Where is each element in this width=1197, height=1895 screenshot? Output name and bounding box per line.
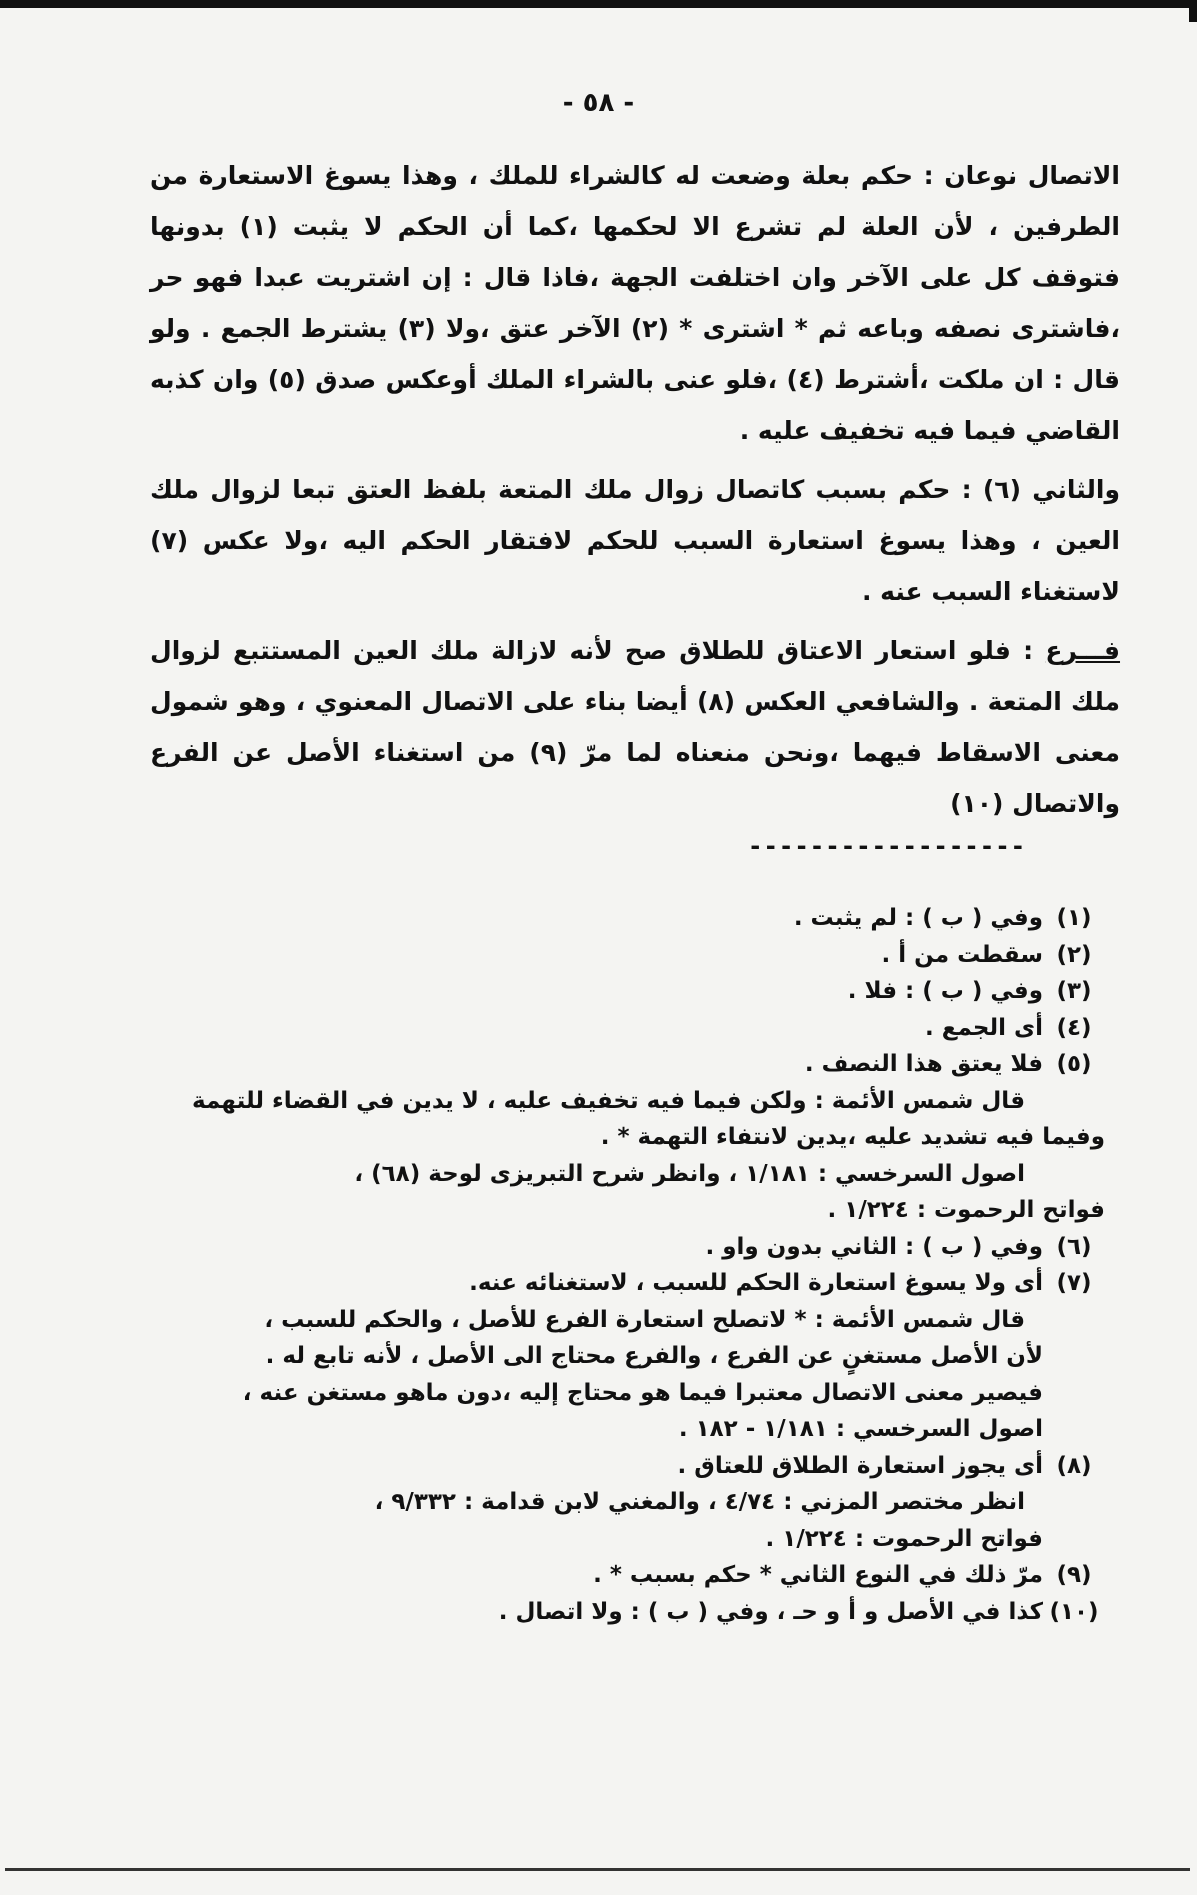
footnote-number: (٤)	[1056, 1014, 1092, 1041]
branch-paragraph	[150, 625, 1120, 829]
scan-edge-corner	[1189, 0, 1197, 22]
main-text	[150, 150, 1120, 837]
quote-line: قال شمس الأئمة : * لاتصلح استعارة الفرع للأصل ، والحكم للسبب ،	[264, 1306, 1025, 1333]
branch-text: فلو استعار الاعتاق للطلاق صح لأنه لازالة ملك العين المستتبع لزوال ملك المتعة . والشافعي العكس (٨) أيضا بناء على الاتصال المعنوي ، وهو شمول معنى الاسقاط فيهما ،ونحن منعناه لما مرّ (٩) من استغناء الأصل عن الفرع والاتصال (١٠)	[150, 636, 1120, 818]
reference-line: اصول السرخسي : ١/١٨١ - ١٨٢ .	[678, 1416, 1043, 1442]
footnote-1	[145, 900, 1105, 937]
footnote-separator: ------------------	[748, 832, 1027, 860]
footnote-4	[145, 1010, 1105, 1047]
footnote-text: أى يجوز استعارة الطلاق للعتاق .	[677, 1452, 1043, 1479]
footnote-8-ref-cont	[145, 1521, 1105, 1558]
footnote-number: (٥)	[1056, 1051, 1092, 1077]
quote-line: قال شمس الأئمة : ولكن فيما فيه تخفيف عليه ، لا يدين في القضاء للتهمة	[192, 1087, 1025, 1114]
reference-line: اصول السرخسي : ١/١٨١ ، وانظر شرح التبريزى لوحة (٦٨) ،	[354, 1160, 1025, 1187]
footnote-8	[145, 1448, 1105, 1485]
branch-label: فـــرع	[1045, 636, 1121, 665]
footnote-text: أى ولا يسوغ استعارة الحكم للسبب ، لاستغنائه عنه.	[469, 1270, 1043, 1296]
footnote-number: (١٠)	[1049, 1598, 1099, 1625]
footnote-text: سقطت من أ .	[881, 941, 1043, 968]
footnote-text: أى الجمع .	[925, 1014, 1043, 1041]
footnote-number: (٦)	[1056, 1233, 1092, 1260]
footnote-number: (٣)	[1056, 978, 1092, 1004]
branch-colon: :	[1010, 636, 1046, 665]
footnote-text: فلا يعتق هذا النصف .	[804, 1051, 1043, 1077]
footnote-number: (٢)	[1056, 941, 1092, 968]
paragraph-1: الاتصال نوعان : حكم بعلة وضعت له كالشراء للملك ، وهذا يسوغ الاستعارة من الطرفين ، لأن العلة لم تشرع الا لحكمها ،كما أن الحكم لا يثبت (١) بدونها فتوقف كل على الآخر وان اختلفت الجهة ،فاذا قال : إن اشتريت عبدا فهو حر ،فاشترى نصفه وباعه ثم * اشترى * (٢) الآخر عتق ،ولا (٣) يشترط الجمع . ولو قال : ان ملكت ،أشترط (٤) ،فلو عنى بالشراء الملك أوعكس صدق (٥) وان كذبه القاضي فيما فيه تخفيف عليه .	[150, 161, 1121, 445]
footnote-3	[145, 973, 1105, 1010]
quote-line: وفيما فيه تشديد عليه ،يدين لانتفاء التهمة * .	[600, 1124, 1105, 1150]
footnote-number: (٨)	[1056, 1452, 1092, 1479]
footnote-10	[145, 1594, 1105, 1631]
footnote-text: وفي ( ب ) : فلا .	[847, 978, 1043, 1004]
footnote-5-ref-cont	[145, 1192, 1105, 1229]
footnote-text: مرّ ذلك في النوع الثاني * حكم بسبب * .	[593, 1562, 1043, 1588]
footnote-text: وفي ( ب ) : الثاني بدون واو .	[705, 1233, 1043, 1260]
footnote-number: (٩)	[1056, 1562, 1092, 1588]
footnote-8-ref	[145, 1484, 1105, 1521]
footnote-number: (٧)	[1056, 1270, 1092, 1296]
reference-line: فواتح الرحموت : ١/٢٢٤ .	[765, 1525, 1043, 1552]
reference-line: انظر مختصر المزني : ٤/٧٤ ، والمغني لابن قدامة : ٩/٣٣٢ ،	[374, 1489, 1025, 1515]
quote-line: لأن الأصل مستغنٍ عن الفرع ، والفرع محتاج الى الأصل ، لأنه تابع له .	[265, 1343, 1043, 1369]
footnote-number: (١)	[1056, 905, 1092, 931]
paragraph-2: والثاني (٦) : حكم بسبب كاتصال زوال ملك المتعة بلفظ العتق تبعا لزوال ملك العين ، وهذا يسوغ استعارة السبب للحكم لافتقار الحكم اليه ،ولا عكس (٧) لاستغناء السبب عنه .	[150, 475, 1120, 606]
footnote-2	[145, 937, 1105, 974]
footnote-5-ref	[145, 1156, 1105, 1193]
footnote-text: كذا في الأصل و أ و حـ ، وفي ( ب ) : ولا اتصال .	[498, 1598, 1043, 1625]
page-number: - ٥٨ -	[562, 88, 635, 118]
footnote-5	[145, 1046, 1105, 1083]
reference-line: فواتح الرحموت : ١/٢٢٤ .	[827, 1197, 1105, 1223]
footnote-5-quote-cont	[145, 1119, 1105, 1156]
quote-line: فيصير معنى الاتصال معتبرا فيما هو محتاج إليه ،دون ماهو مستغن عنه ،	[242, 1379, 1043, 1406]
footnote-text: وفي ( ب ) : لم يثبت .	[793, 905, 1043, 931]
scan-edge-top	[0, 0, 1197, 8]
footnote-7	[145, 1265, 1105, 1302]
footnote-6	[145, 1229, 1105, 1266]
footnote-7-quote-cont	[145, 1338, 1105, 1448]
scan-edge-bottom	[5, 1868, 1190, 1871]
footnote-7-quote	[145, 1302, 1105, 1339]
footnote-9	[145, 1557, 1105, 1594]
footnotes	[145, 900, 1105, 1630]
footnote-5-quote	[145, 1083, 1105, 1120]
